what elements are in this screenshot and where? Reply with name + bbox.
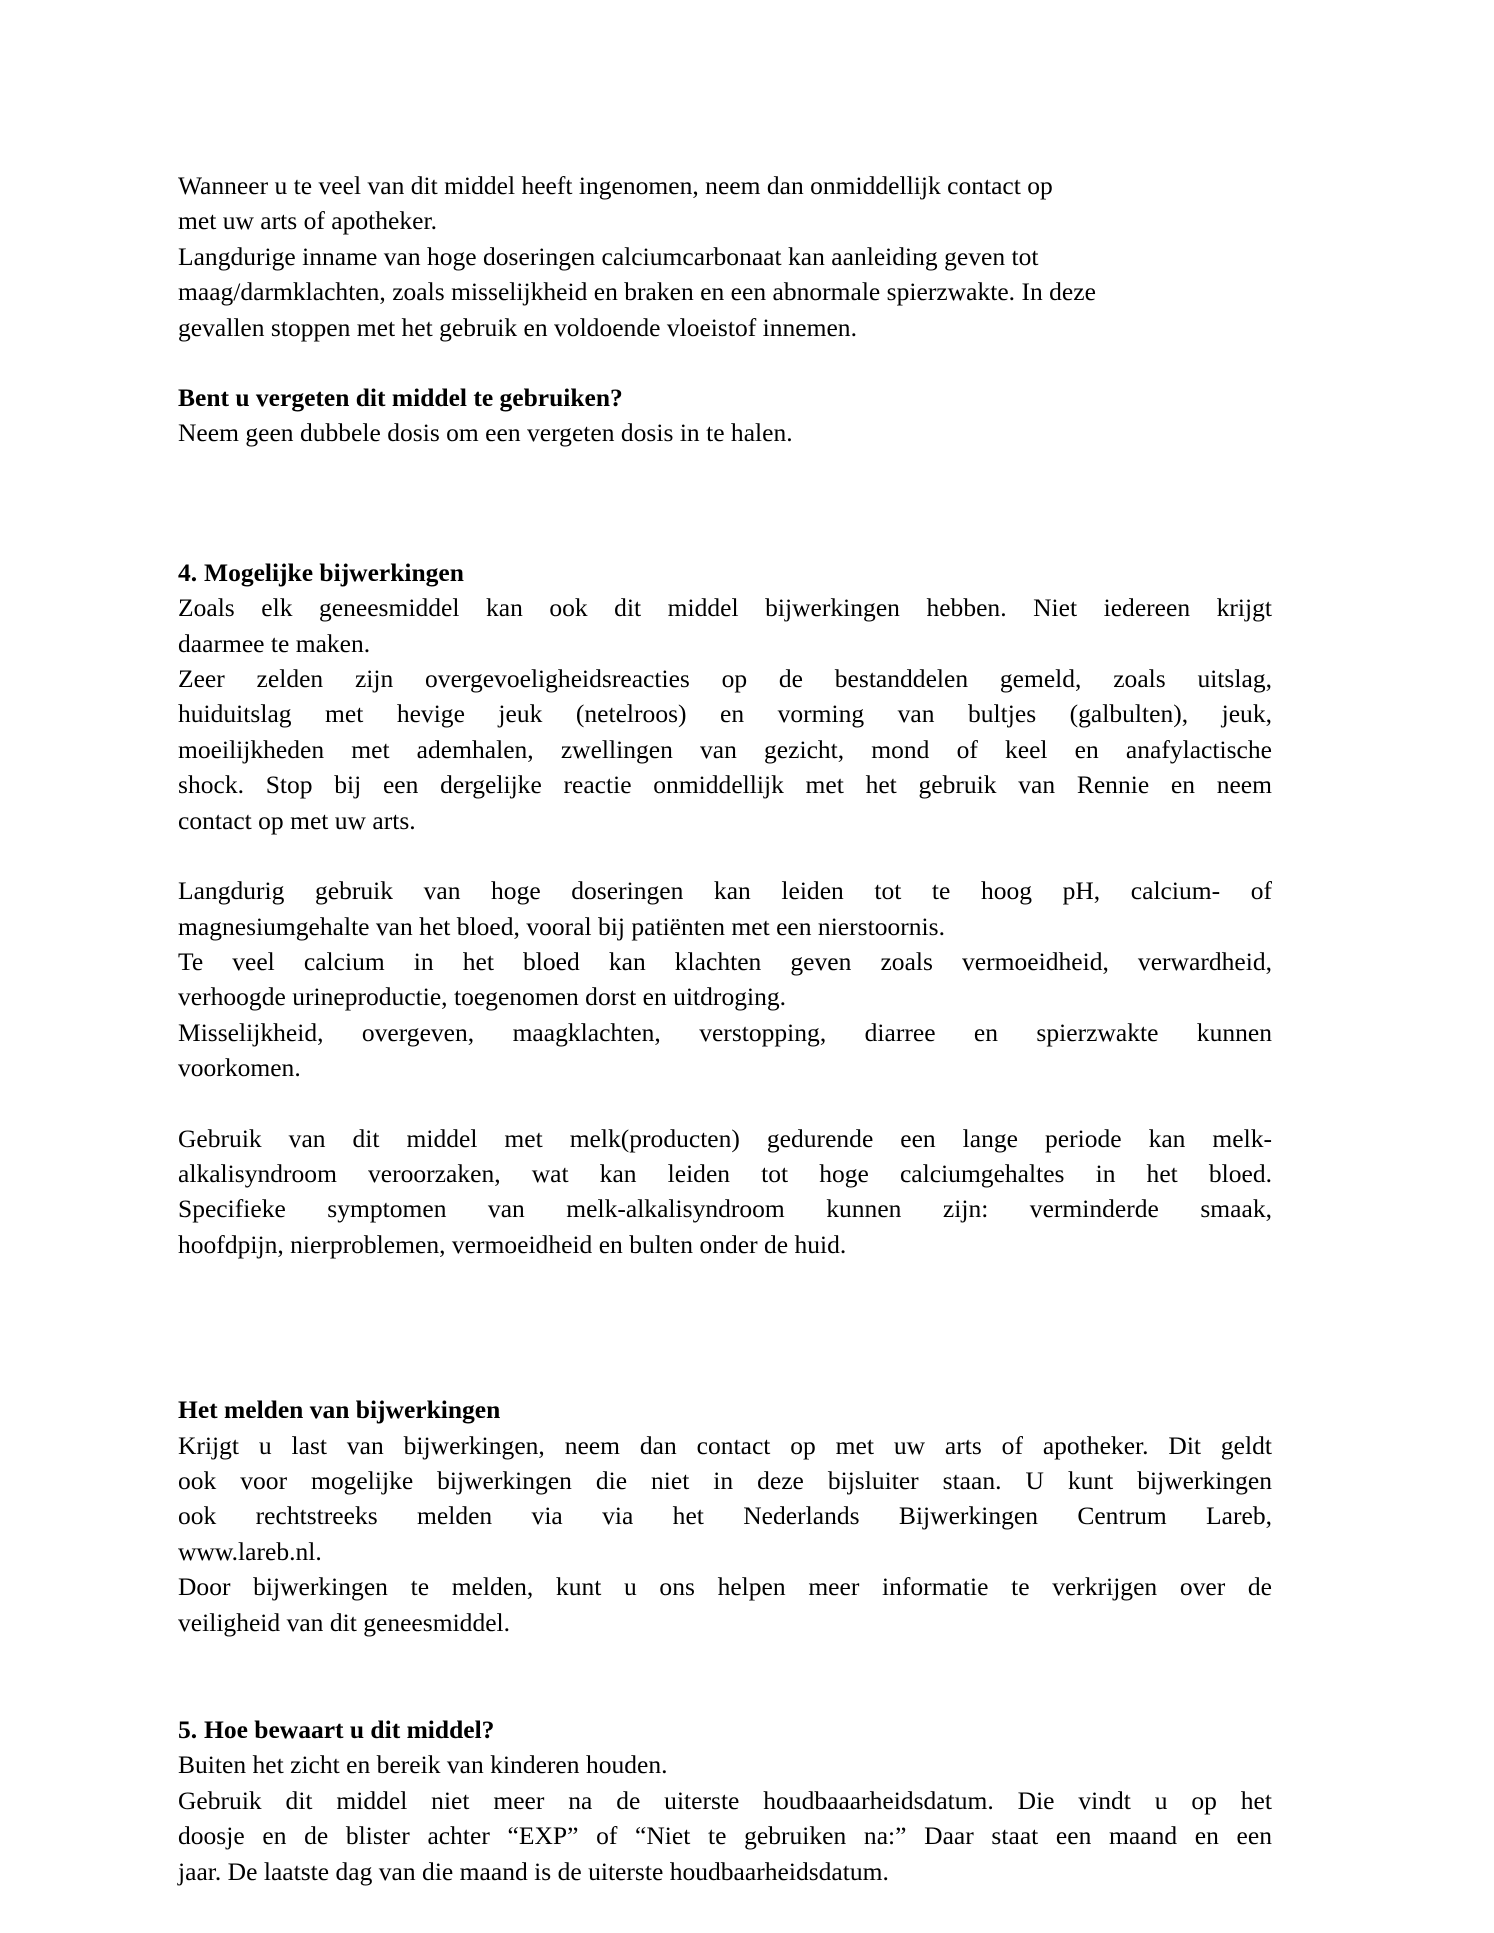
text-line: daarmee te maken. [178,628,371,658]
paragraph-forgotten-dose [178,415,1272,450]
heading-forgotten-dose: Bent u vergeten dit middel te gebruiken? [178,383,623,413]
spacer [178,1262,1272,1392]
text-line: huiduitslag met hevige jeuk (netelroos) en vorming van bultjes (galbulten), jeuk, [178,699,1272,729]
spacer [178,1640,1272,1712]
section-title: Mogelijke bijwerkingen [204,557,464,587]
text-line: ook rechtstreeks melden via via het Nederlands Bijwerkingen Centrum Lareb, [178,1501,1272,1531]
text-line: maag/darmklachten, zoals misselijkheid en braken en een abnormale spierzwakte. In deze [178,277,1096,307]
spacer [178,1086,1272,1121]
text-line: Zeer zelden zijn overgevoeligheidsreacties op de bestanddelen gemeld, zoals uitslag, [178,664,1272,694]
text-line: gevallen stoppen met het gebruik en voldoende vloeistof innemen. [178,312,857,342]
paragraph-long-term-use [178,873,1272,1085]
text-line: contact op met uw arts. [178,805,416,835]
paragraph-milk-alkali-syndrome [178,1121,1272,1263]
spacer [178,345,1272,380]
section-title: Hoe bewaart u dit middel? [204,1715,495,1744]
text-line: Neem geen dubbele dosis om een vergeten dosis in te halen. [178,418,793,448]
document-text-column [178,168,1272,1889]
text-line: Te veel calcium in het bloed kan klachten geven zoals vermoeidheid, verwardheid, [178,946,1272,976]
text-line: Langdurig gebruik van hoge doseringen kan leiden tot te hoog pH, calcium- of [178,876,1272,906]
text-line: Zoals elk geneesmiddel kan ook dit middel bijwerkingen hebben. Niet iedereen krijgt [178,593,1272,623]
text-line: veiligheid van dit geneesmiddel. [178,1607,511,1637]
text-line: Langdurige inname van hoge doseringen calciumcarbonaat kan aanleiding geven tot [178,241,1039,271]
text-line: Krijgt u last van bijwerkingen, neem dan contact op met uw arts of apotheker. Dit geldt [178,1430,1272,1460]
text-line: jaar. De laatste dag van die maand is de uiterste houdbaarheidsdatum. [178,1856,889,1886]
text-line-website: www.lareb.nl. [178,1536,322,1566]
heading-section-5 [178,1712,1272,1747]
text-line: Gebruik dit middel niet meer na de uiterste houdbaaarheidsdatum. Die vindt u op het [178,1785,1272,1815]
text-line: Gebruik van dit middel met melk(producten) gedurende een lange periode kan melk- [178,1123,1272,1153]
text-line: shock. Stop bij een dergelijke reactie onmiddellijk met het gebruik van Rennie en neem [178,770,1272,800]
heading-section-4 [178,555,1272,590]
text-line: met uw arts of apotheker. [178,206,437,236]
paragraph-storage [178,1747,1272,1889]
paragraph-overdose [178,168,1272,345]
paragraph-hypersensitivity [178,661,1272,838]
heading-reporting-side-effects: Het melden van bijwerkingen [178,1395,501,1425]
text-line: moeilijkheden met ademhalen, zwellingen van gezicht, mond of keel en anafylactische [178,734,1272,764]
spacer [178,838,1272,873]
text-line: Wanneer u te veel van dit middel heeft ingenomen, neem dan onmiddellijk contact op [178,171,1053,200]
text-line: voorkomen. [178,1053,301,1083]
paragraph-reporting-side-effects [178,1428,1272,1640]
text-line: Door bijwerkingen te melden, kunt u ons helpen meer informatie te verkrijgen over de [178,1572,1272,1602]
section-number: 5. [178,1715,198,1744]
text-line: alkalisyndroom veroorzaken, wat kan leiden tot hoge calciumgehaltes in het bloed. [178,1158,1272,1188]
paragraph-side-effects-intro [178,590,1272,661]
text-line: verhoogde urineproductie, toegenomen dorst en uitdroging. [178,982,787,1012]
text-line: ook voor mogelijke bijwerkingen die niet in deze bijsluiter staan. U kunt bijwerkingen [178,1465,1272,1495]
text-line: Buiten het zicht en bereik van kinderen houden. [178,1750,668,1780]
text-line: hoofdpijn, nierproblemen, vermoeidheid en bulten onder de huid. [178,1229,847,1259]
spacer [178,451,1272,555]
text-line: doosje en de blister achter “EXP” of “Niet te gebruiken na:” Daar staat een maand en een [178,1821,1272,1851]
text-line: Specifieke symptomen van melk-alkalisyndroom kunnen zijn: verminderde smaak, [178,1194,1272,1224]
text-line: Misselijkheid, overgeven, maagklachten, verstopping, diarree en spierzwakte kunnen [178,1017,1272,1047]
text-line: magnesiumgehalte van het bloed, vooral bij patiënten met een nierstoornis. [178,911,945,941]
section-number: 4. [178,557,198,587]
